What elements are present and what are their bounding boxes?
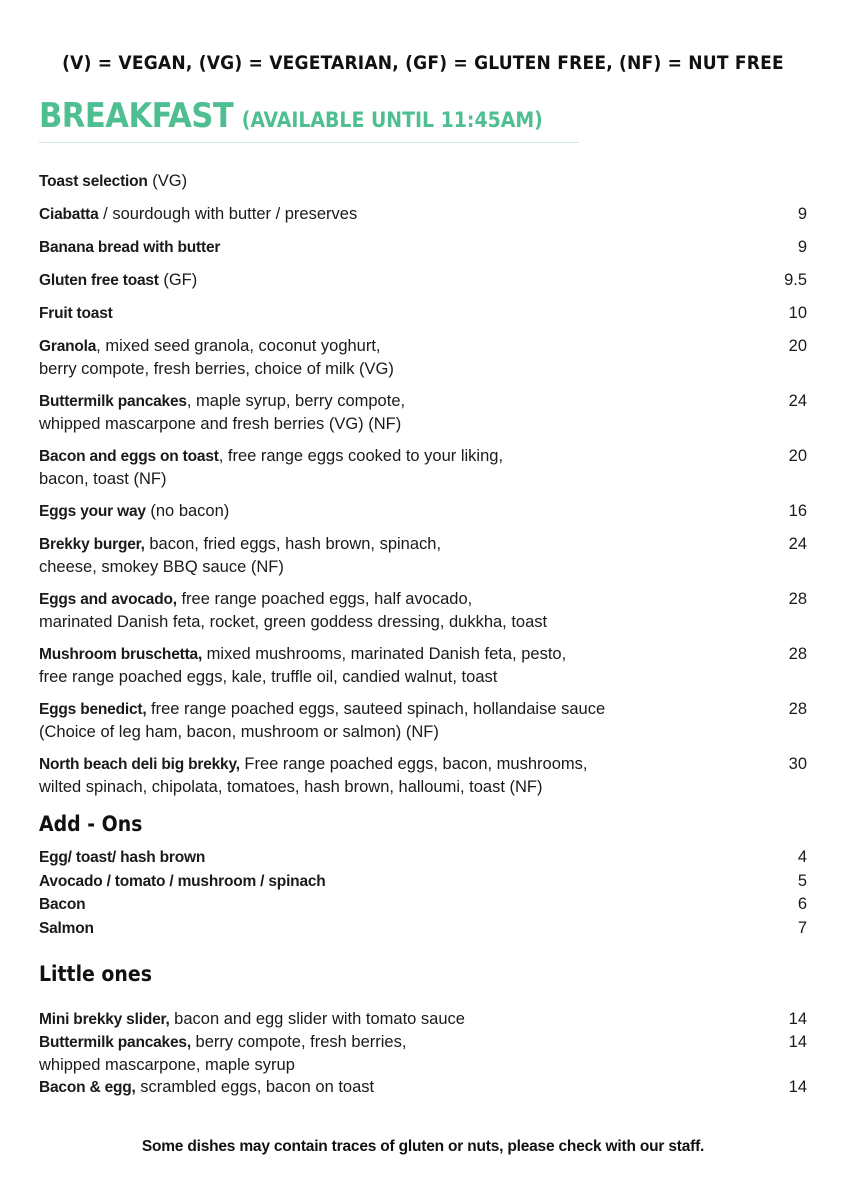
- menu-item-details: (GF): [158, 271, 198, 289]
- menu-item-price: 14: [788, 1010, 807, 1028]
- menu-item-name: Ciabatta: [39, 206, 99, 223]
- menu-item: [39, 335, 807, 380]
- little-ones-list: [39, 1008, 807, 1099]
- menu-item: [39, 500, 807, 523]
- menu-item-details: scrambled eggs, bacon on toast: [135, 1078, 375, 1096]
- dietary-legend: (V) = VEGAN, (VG) = VEGETARIAN, (GF) = GLUTEN FREE, (NF) = NUT FREE: [62, 52, 784, 74]
- menu-item-name: Fruit toast: [39, 305, 113, 322]
- menu-item-details-line2: berry compote, fresh berries, choice of milk (VG): [39, 360, 394, 378]
- menu-item-details: mixed mushrooms, marinated Danish feta, pesto,: [202, 645, 567, 663]
- menu-item-price: 28: [788, 645, 807, 663]
- menu-item-description: [39, 753, 719, 798]
- menu-item-price: 14: [788, 1033, 807, 1051]
- menu-item-description: [39, 893, 719, 917]
- menu-item-description: [39, 390, 719, 435]
- menu-item-description: [39, 917, 719, 941]
- menu-item: [39, 445, 807, 490]
- menu-item-description: [39, 170, 719, 193]
- menu-item-price: 9: [797, 205, 807, 223]
- menu-item-description: [39, 846, 719, 870]
- menu-item-details-line2: marinated Danish feta, rocket, green goddess dressing, dukkha, toast: [39, 613, 548, 631]
- menu-item-price: 30: [788, 755, 807, 773]
- menu-item: [39, 533, 807, 578]
- menu-item-description: [39, 445, 719, 490]
- menu-item-name: Mushroom bruschetta,: [39, 646, 203, 663]
- menu-item-description: [39, 302, 719, 325]
- little-ones-heading: Little ones: [39, 962, 152, 986]
- menu-item-description: [39, 335, 719, 380]
- menu-item-price: 5: [797, 871, 807, 890]
- menu-item-details: free range poached eggs, sauteed spinach, hollandaise sauce: [146, 700, 606, 718]
- menu-item: [39, 1008, 807, 1031]
- menu-item: [39, 269, 807, 292]
- section-title: BREAKFAST: [39, 96, 234, 136]
- menu-item-description: [39, 588, 719, 633]
- menu-item-price: 16: [788, 502, 807, 520]
- breakfast-title: [39, 96, 579, 143]
- menu-item-price: 28: [788, 590, 807, 608]
- menu-item-name: Toast selection: [39, 173, 148, 190]
- menu-item-price: 14: [788, 1078, 807, 1096]
- menu-item-price: 9: [797, 238, 807, 256]
- menu-item-details-line2: (Choice of leg ham, bacon, mushroom or salmon) (NF): [39, 723, 439, 741]
- menu-item: [39, 698, 807, 743]
- menu-item: [39, 302, 807, 325]
- menu-item-description: [39, 500, 719, 523]
- menu-item: [39, 390, 807, 435]
- menu-item-description: [39, 698, 719, 743]
- menu-item-details: (no bacon): [145, 502, 230, 520]
- menu-item-details: , free range eggs cooked to your liking,: [218, 447, 504, 465]
- menu-item-name: Eggs your way: [39, 503, 146, 520]
- menu-item: [39, 643, 807, 688]
- menu-item: [39, 893, 807, 917]
- menu-item-name: Bacon & egg,: [39, 1079, 136, 1096]
- menu-item: [39, 236, 807, 259]
- menu-item-details-line2: whipped mascarpone, maple syrup: [39, 1056, 295, 1074]
- menu-item-description: [39, 236, 719, 259]
- menu-item-details: bacon, fried eggs, hash brown, spinach,: [144, 535, 442, 553]
- menu-item-name: Banana bread with butter: [39, 239, 221, 256]
- allergen-footer: Some dishes may contain traces of gluten or nuts, please check with our staff.: [141, 1138, 705, 1155]
- breakfast-items: [39, 170, 807, 798]
- menu-item-description: [39, 870, 719, 894]
- menu-item: [39, 170, 807, 193]
- menu-item-name: Eggs benedict,: [39, 701, 147, 718]
- menu-item-details: , mixed seed granola, coconut yoghurt,: [96, 337, 381, 355]
- menu-item-name: Granola: [39, 338, 97, 355]
- menu-item-name: Avocado / tomato / mushroom / spinach: [39, 872, 326, 890]
- menu-item-price: 10: [788, 304, 807, 322]
- menu-item-details: (VG): [147, 172, 188, 190]
- menu-item-name: Egg/ toast/ hash brown: [39, 849, 206, 866]
- menu-item-name: Salmon: [39, 919, 94, 937]
- menu-item-details: berry compote, fresh berries,: [190, 1033, 407, 1051]
- menu-item-details: Free range poached eggs, bacon, mushrooms,: [239, 755, 588, 773]
- menu-item-name: North beach deli big brekky,: [39, 756, 240, 773]
- availability-note: (AVAILABLE UNTIL 11:45AM): [241, 108, 543, 132]
- menu-item-name: Gluten free toast: [39, 272, 159, 289]
- menu-item: [39, 1031, 807, 1076]
- menu-item: [39, 846, 807, 870]
- menu-item-details: , maple syrup, berry compote,: [186, 392, 406, 410]
- menu-item: [39, 753, 807, 798]
- menu-item-description: [39, 1031, 719, 1076]
- menu-item-details-line2: free range poached eggs, kale, truffle oil, candied walnut, toast: [39, 668, 498, 686]
- addons-heading: Add - Ons: [39, 812, 143, 836]
- menu-item-price: 24: [788, 392, 807, 410]
- menu-item-name: Buttermilk pancakes,: [39, 1034, 191, 1051]
- menu-item-description: [39, 1076, 719, 1099]
- menu-item-details: bacon and egg slider with tomato sauce: [169, 1010, 465, 1028]
- menu-item-price: 20: [788, 447, 807, 465]
- menu-item-name: Bacon and eggs on toast: [39, 448, 219, 465]
- menu-item-details-line2: cheese, smokey BBQ sauce (NF): [39, 558, 284, 576]
- menu-item-price: 7: [797, 918, 807, 937]
- menu-item-details-line2: wilted spinach, chipolata, tomatoes, hash brown, halloumi, toast (NF): [39, 778, 543, 796]
- menu-item-description: [39, 533, 719, 578]
- addons-list: [39, 846, 807, 940]
- menu-item-price: 4: [797, 848, 807, 866]
- menu-item: [39, 588, 807, 633]
- menu-item: [39, 917, 807, 941]
- menu-item-name: Buttermilk pancakes: [39, 393, 187, 410]
- menu-item-description: [39, 269, 719, 292]
- menu-item: [39, 870, 807, 894]
- menu-item-name: Bacon: [39, 896, 86, 913]
- menu-item-price: 24: [788, 535, 807, 553]
- menu-item-name: Brekky burger,: [39, 536, 145, 553]
- menu-item-price: 9.5: [784, 271, 807, 289]
- menu-item-price: 20: [788, 337, 807, 355]
- menu-item-name: Eggs and avocado,: [39, 591, 177, 608]
- menu-item-description: [39, 203, 719, 226]
- menu-list: [39, 170, 807, 1099]
- menu-item-price: 28: [788, 700, 807, 718]
- menu-item-details-line2: whipped mascarpone and fresh berries (VG) (NF): [39, 415, 402, 433]
- menu-item: [39, 1076, 807, 1099]
- menu-item-price: 6: [797, 895, 807, 913]
- menu-item-name: Mini brekky slider,: [39, 1011, 170, 1028]
- menu-item-description: [39, 643, 719, 688]
- menu-item: [39, 203, 807, 226]
- menu-item-description: [39, 1008, 719, 1031]
- menu-item-details-line2: bacon, toast (NF): [39, 470, 167, 488]
- menu-item-details: free range poached eggs, half avocado,: [176, 590, 473, 608]
- menu-item-details: / sourdough with butter / preserves: [98, 205, 358, 223]
